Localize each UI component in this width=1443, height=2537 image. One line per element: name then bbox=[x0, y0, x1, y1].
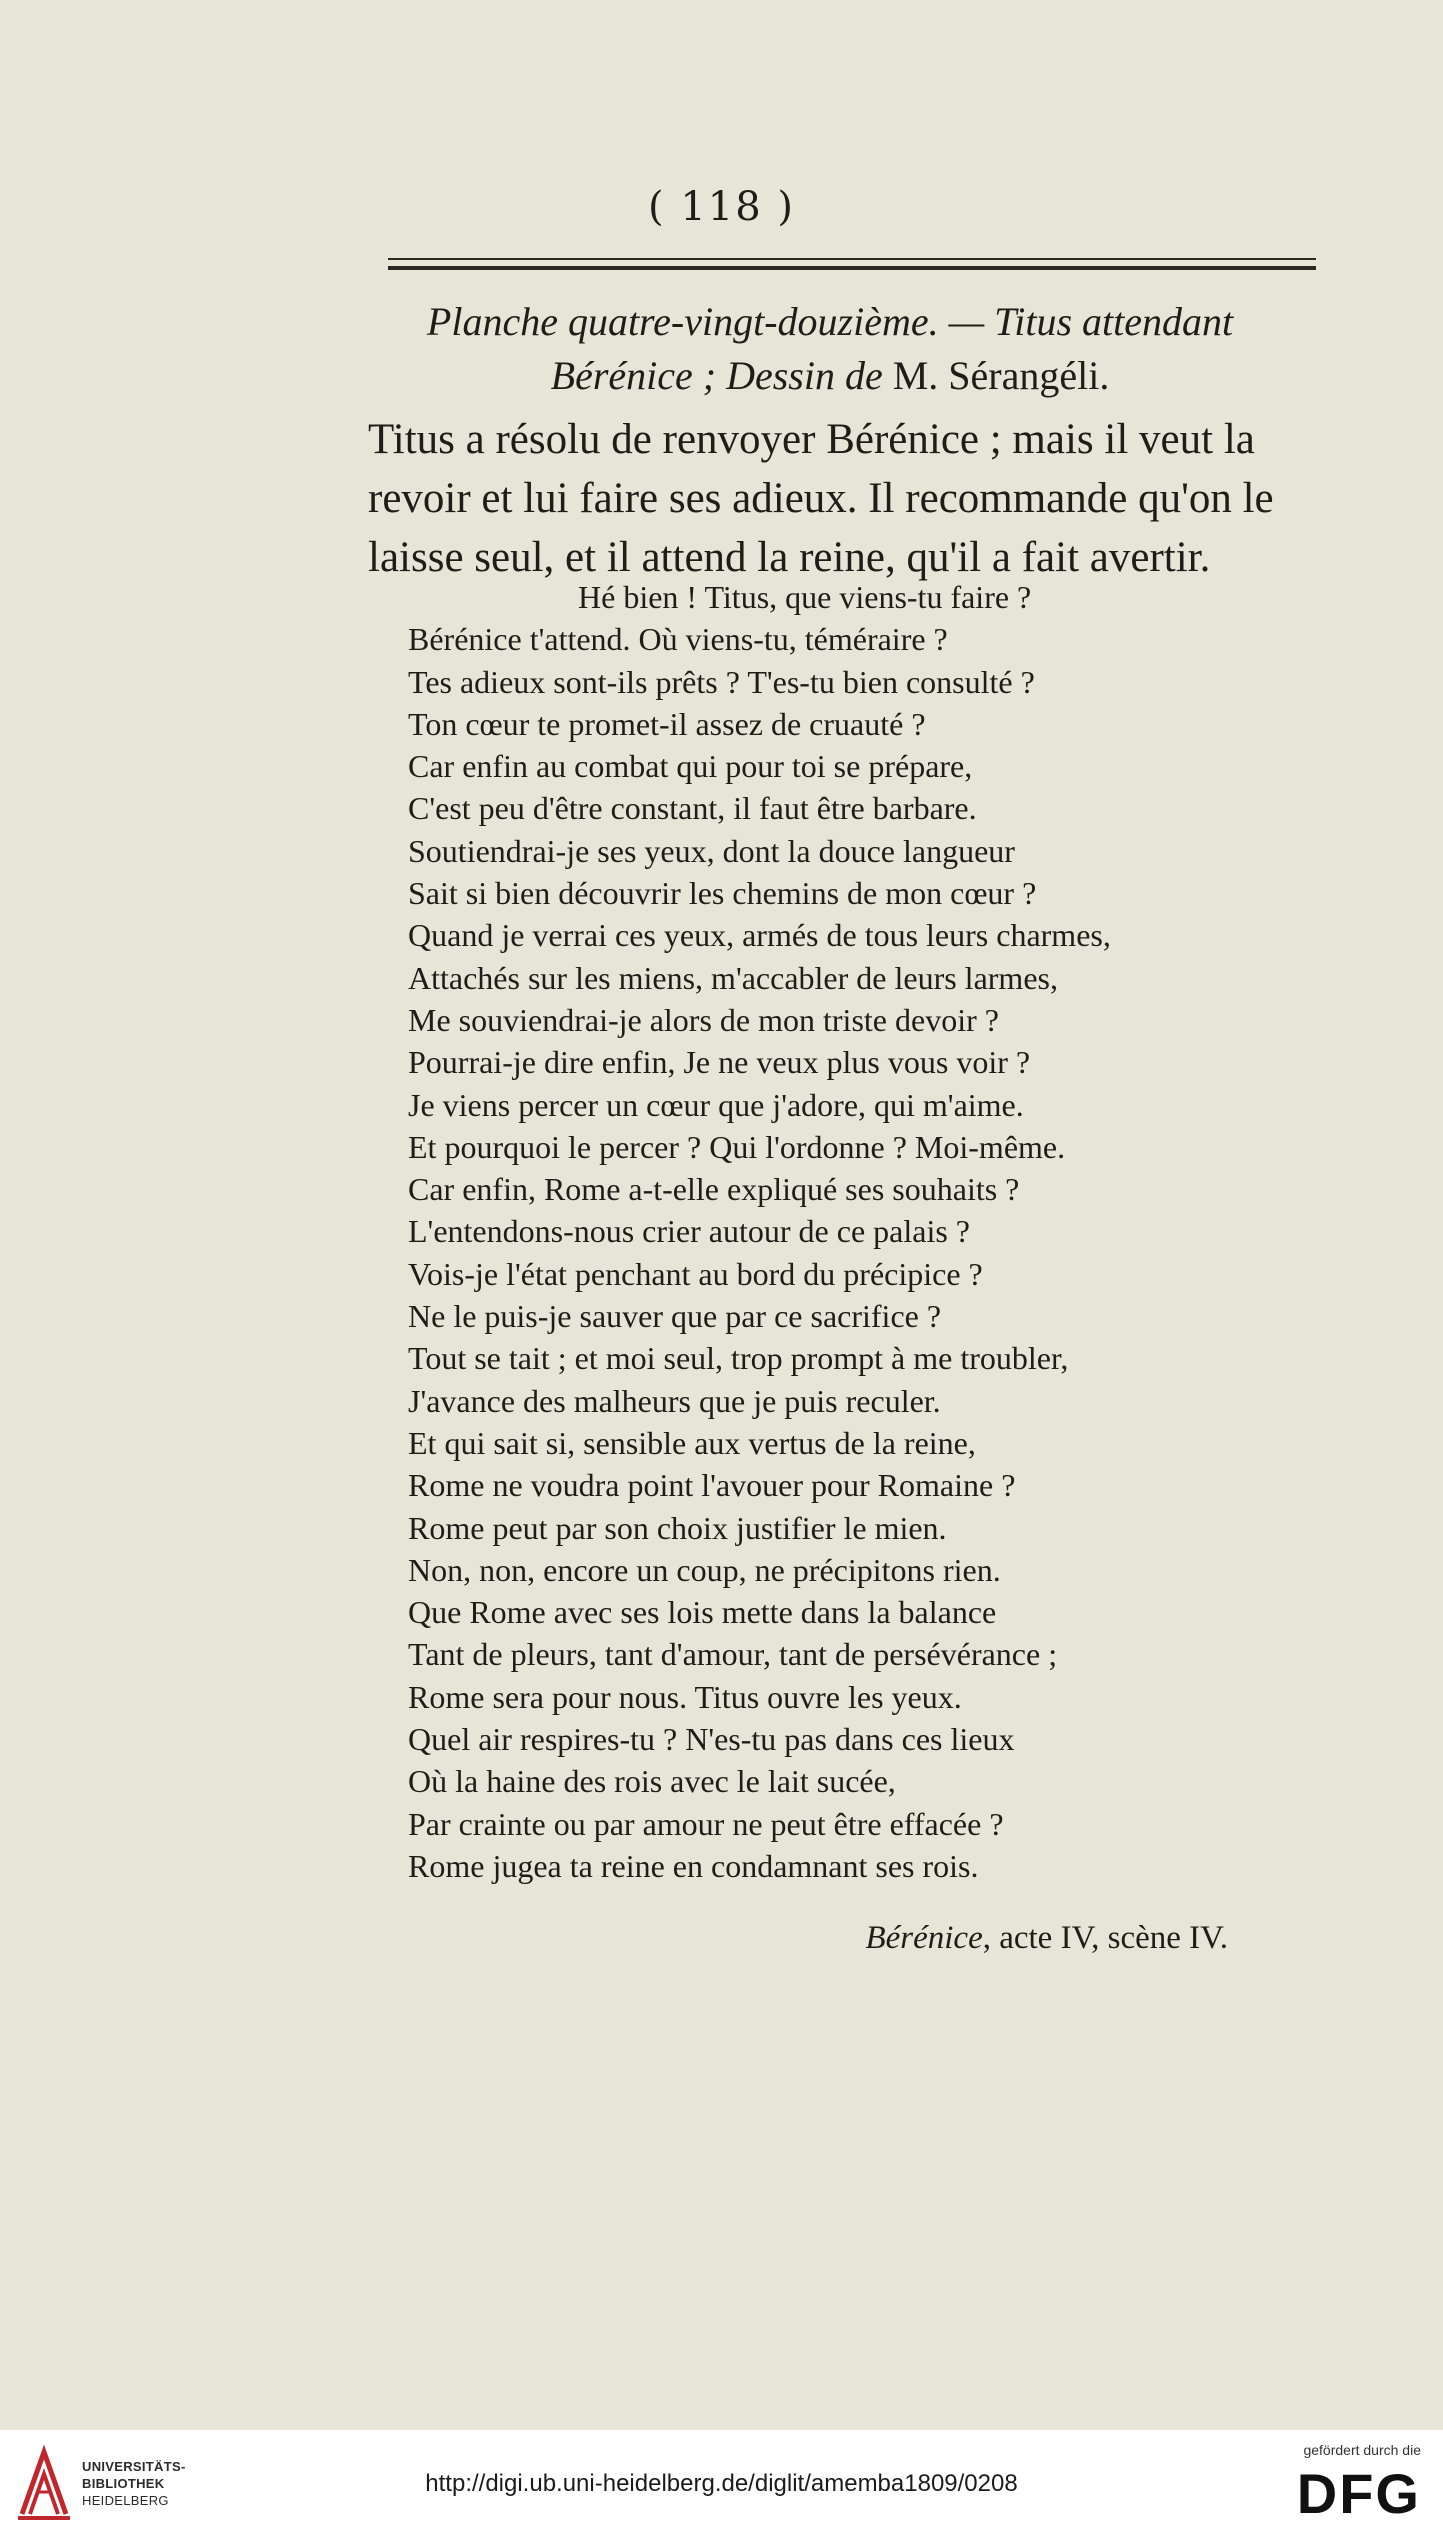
intro-paragraph bbox=[368, 410, 1320, 587]
verse-line: Par crainte ou par amour ne peut être effacée ? bbox=[408, 1805, 1004, 1842]
caption-drawing-by: Dessin de bbox=[726, 353, 883, 398]
verse-line: Attachés sur les miens, m'accabler de leurs larmes, bbox=[408, 959, 1058, 996]
verse-line: Je viens percer un cœur que j'adore, qui m'aime. bbox=[408, 1086, 1024, 1123]
verse-line: Tout se tait ; et moi seul, trop prompt à me troubler, bbox=[408, 1340, 1069, 1377]
verse-line: C'est peu d'être constant, il faut être barbare. bbox=[408, 790, 977, 827]
verse-line: Rome jugea ta reine en condamnant ses rois. bbox=[408, 1847, 979, 1884]
verse-line: Me souviendrai-je alors de mon triste devoir ? bbox=[408, 1001, 999, 1038]
verse-line: Quand je verrai ces yeux, armés de tous leurs charmes, bbox=[408, 917, 1111, 954]
institution-line: BIBLIOTHEK bbox=[82, 2476, 165, 2491]
funder-logo: DFG bbox=[1296, 2462, 1421, 2525]
verse-line: L'entendons-nous crier autour de ce palais ? bbox=[408, 1213, 970, 1250]
verse-line: Et qui sait si, sensible aux vertus de la reine, bbox=[408, 1424, 976, 1461]
verse-line: Hé bien ! Titus, que viens-tu faire ? bbox=[578, 579, 1032, 615]
page-number: ( 118 ) bbox=[648, 184, 795, 230]
verse-line: Ton cœur te promet-il assez de cruauté ? bbox=[408, 705, 926, 742]
verse-line: Ne le puis-je sauver que par ce sacrifice ? bbox=[408, 1298, 942, 1335]
plate-caption bbox=[330, 295, 1330, 403]
source-location: , acte IV, scène IV. bbox=[982, 1920, 1228, 1956]
institution-line: HEIDELBERG bbox=[82, 2493, 169, 2508]
verse-line: Tant de pleurs, tant d'amour, tant de persévérance ; bbox=[408, 1636, 1058, 1673]
verse-line: Sait si bien découvrir les chemins de mon cœur ? bbox=[408, 875, 1037, 912]
source-citation bbox=[865, 1920, 1228, 1957]
caption-line-2 bbox=[330, 349, 1330, 403]
verse-line: Que Rome avec ses lois mette dans la balance bbox=[408, 1594, 997, 1631]
permalink-url[interactable]: http://digi.ub.uni-heidelberg.de/diglit/amemba1809/0208 bbox=[425, 2470, 1018, 2497]
caption-subject: Titus attendant bbox=[994, 299, 1234, 344]
header-rule-thick bbox=[388, 266, 1316, 270]
verse-line: Rome ne voudra point l'avouer pour Romaine ? bbox=[408, 1467, 1016, 1504]
verse-line: Rome peut par son choix justifier le mien. bbox=[408, 1509, 947, 1546]
caption-line-1 bbox=[330, 295, 1330, 349]
institution-line: UNIVERSITÄTS- bbox=[82, 2459, 186, 2474]
verse-line: Rome sera pour nous. Titus ouvre les yeux. bbox=[408, 1678, 962, 1715]
verse-line: Soutiendrai-je ses yeux, dont la douce langueur bbox=[408, 832, 1015, 869]
verse-line: Et pourquoi le percer ? Qui l'ordonne ? Moi-même. bbox=[408, 1128, 1066, 1165]
verse-line: Bérénice t'attend. Où viens-tu, téméraire ? bbox=[408, 621, 948, 658]
verse-line: Tes adieux sont-ils prêts ? T'es-tu bien consulté ? bbox=[408, 663, 1035, 700]
footer-bar bbox=[0, 2430, 1443, 2537]
intro-line: laisse seul, et il attend la reine, qu'il a fait avertir. bbox=[368, 534, 1211, 581]
source-work: Bérénice bbox=[865, 1920, 983, 1956]
funder-note: gefördert durch die bbox=[1303, 2442, 1421, 2458]
verse-line: Car enfin, Rome a-t-elle expliqué ses souhaits ? bbox=[408, 1171, 1020, 1208]
verse-line: Car enfin au combat qui pour toi se prépare, bbox=[408, 748, 973, 785]
caption-heroine: Bérénice ; bbox=[550, 353, 717, 398]
verse-line: Non, non, encore un coup, ne précipitons rien. bbox=[408, 1551, 1001, 1588]
verse-quotation bbox=[408, 576, 1328, 1887]
verse-line: J'avance des malheurs que je puis reculer. bbox=[408, 1382, 941, 1419]
caption-dash: — bbox=[948, 299, 985, 344]
caption-plate: Planche quatre-vingt-douzième. bbox=[426, 299, 939, 344]
verse-line: Pourrai-je dire enfin, Je ne veux plus vous voir ? bbox=[408, 1044, 1031, 1081]
caption-artist: M. Sérangéli. bbox=[892, 353, 1110, 398]
verse-line: Quel air respires-tu ? N'es-tu pas dans ces lieux bbox=[408, 1721, 1015, 1758]
intro-line: Titus a résolu de renvoyer Bérénice ; mais il veut la bbox=[368, 416, 1255, 463]
verse-line: Vois-je l'état penchant au bord du précipice ? bbox=[408, 1255, 983, 1292]
verse-line: Où la haine des rois avec le lait sucée, bbox=[408, 1763, 896, 1800]
intro-line: revoir et lui faire ses adieux. Il recommande qu'on le bbox=[368, 475, 1274, 522]
header-rule-thin bbox=[388, 258, 1316, 260]
